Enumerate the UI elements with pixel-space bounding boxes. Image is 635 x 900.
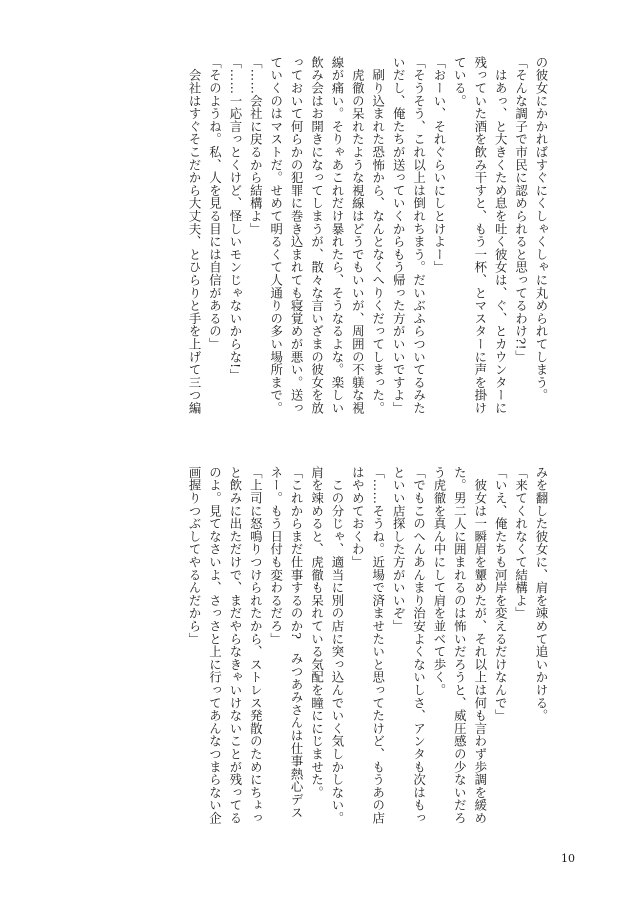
text-column: 「そのようね。私、人を見る目には自信があるの」 — [207, 56, 223, 351]
text-column: 「……そうね。近場で済ませたいと思ってたけど、もうあの店 — [370, 466, 386, 825]
text-column: 虎徹の呆れたような視線はどうでもいいが、周囲の不躾な視 — [350, 56, 366, 415]
text-column: っておいて何らかの犯罪に巻き込まれても寝覚めが悪い。送っ — [289, 56, 305, 415]
text-column: 「そんな調子で市民に認められると思ってるわけ?!」 — [513, 56, 529, 363]
text-column: 肩を竦めると、虎徹も呆れている気配を瞳ににじませた。 — [309, 466, 325, 799]
text-column: ていくのはマストだ。せめて明るくて人通りの多い場所まで。 — [268, 56, 284, 415]
text-column: といい店探した方がいいぞ」 — [391, 466, 407, 633]
page-number: 10 — [561, 852, 575, 865]
text-column: 会社はすぐそこだから大丈夫、とひらりと手を上げて三つ編 — [187, 56, 203, 415]
text-column: 「いえ、俺たちも河岸を変えるだけなんで」 — [493, 466, 509, 722]
text-column: と飲みに出ただけで、まだやらなきゃいけないことが残ってる — [227, 466, 243, 825]
text-column: 「おーい、それぐらいにしとけよー」 — [431, 56, 447, 274]
text-column: みを翻した彼女に、肩を竦めて追いかける。 — [534, 466, 549, 722]
text-column: はやめておくわ」 — [350, 466, 366, 569]
text-column: 「来てくれなくて結構よ」 — [513, 466, 529, 620]
text-column: 「上司に怒鳴りつけられたから、ストレス発散のためにちょっ — [248, 466, 264, 825]
text-column: ネー。もう日付も変わるだろ」 — [268, 466, 284, 646]
text-column: 画握りつぶしてやるんだから」 — [187, 466, 203, 646]
text-column: の彼女にかかればすぐにくしゃくしゃに丸められてしまう。 — [534, 56, 549, 402]
text-column: 残っていた酒を飲み干すと、もう一杯、とマスターに声を掛け — [472, 56, 488, 415]
text-column: 「でもこのへんあんまり治安よくないしさ、アンタも次はもっ — [411, 466, 427, 825]
text-column: はあっ、と大きくため息を吐く彼女は、ぐ、とカウンターに — [493, 56, 509, 415]
text-column: 「そうそう、これ以上は倒れちまう。だいぶふらついてるみた — [411, 56, 427, 415]
text-column: 飲み会はお開きになってしまうが、散々な言いざまの彼女を放 — [309, 56, 325, 415]
text-column: ている。 — [452, 56, 468, 108]
text-column: 彼女は一瞬眉を顰めたが、それ以上は何も言わず歩調を緩め — [472, 466, 488, 825]
text-column: う虎徹を真ん中にして肩を並べて歩く。 — [431, 466, 447, 697]
text-column: た。男二人に囲まれるのは怖いだろうと、威圧感の少ないだろ — [452, 466, 468, 825]
text-column: 「……会社に戻るから結構よ」 — [248, 56, 264, 236]
text-block-upper — [184, 56, 551, 416]
text-column: 線が痛い。そりゃあこれだけ暴れたら、そうなるよな。楽しい — [329, 56, 345, 415]
text-column: 「これからまだ仕事するのか? みつあみさんは仕事熱心デス — [289, 466, 305, 819]
text-column: この分じゃ、適当に別の店に突っ込んでいく気しかしない。 — [329, 466, 345, 825]
text-block-lower — [184, 466, 551, 826]
text-column: のよ。見てなさいよ、さっさと上に行ってあんなつまらない企 — [207, 466, 223, 825]
text-column: 刷り込まれた恐怖から、なんとなくへりくだってしまった。 — [370, 56, 386, 415]
text-column: 「……一応言っとくけど、怪しいモンじゃないからな!」 — [227, 56, 243, 382]
text-column: いだし、俺たちが送っていくからもう帰った方がいいですよ」 — [391, 56, 407, 415]
